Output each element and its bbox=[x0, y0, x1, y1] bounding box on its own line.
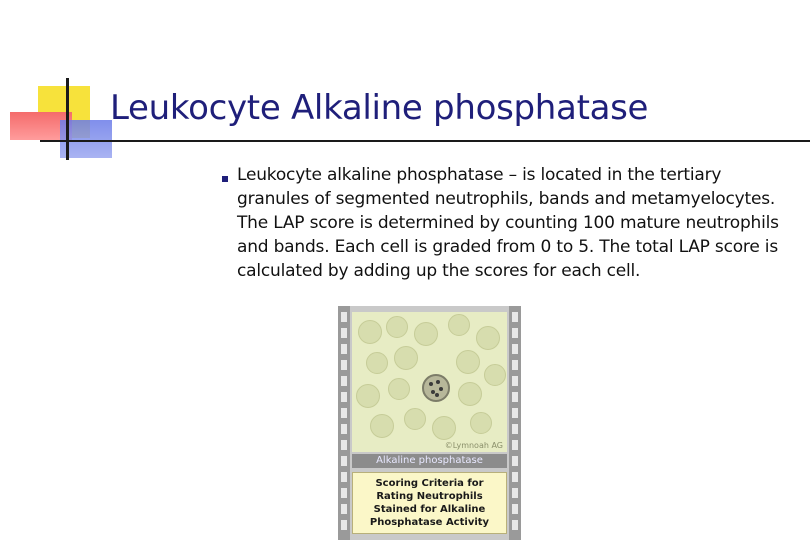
micrograph-image bbox=[352, 312, 507, 452]
rbc-cell bbox=[404, 408, 426, 430]
rbc-cell bbox=[366, 352, 388, 374]
lap-stain-figure bbox=[338, 306, 521, 540]
figure-caption-box bbox=[352, 472, 507, 534]
rbc-cell bbox=[432, 416, 456, 440]
rbc-cell bbox=[476, 326, 500, 350]
logo-vertical-line bbox=[66, 78, 69, 160]
title-underline bbox=[40, 140, 810, 142]
rbc-cell bbox=[386, 316, 408, 338]
bullet-marker-icon bbox=[222, 176, 228, 182]
rbc-cell bbox=[388, 378, 410, 400]
rbc-cell bbox=[448, 314, 470, 336]
rbc-cell bbox=[356, 384, 380, 408]
film-strip-left bbox=[338, 306, 350, 540]
caption-line: Rating Neutrophils bbox=[376, 491, 483, 502]
caption-line: Scoring Criteria for bbox=[375, 478, 484, 489]
rbc-cell bbox=[414, 322, 438, 346]
image-watermark: ©Lymnoah AG bbox=[444, 441, 503, 450]
rbc-cell bbox=[394, 346, 418, 370]
neutrophil-cell bbox=[422, 374, 450, 402]
slide-logo-decoration bbox=[0, 0, 120, 170]
rbc-cell bbox=[484, 364, 506, 386]
rbc-cell bbox=[458, 382, 482, 406]
caption-line: Phosphatase Activity bbox=[369, 517, 490, 528]
caption-line: Stained for Alkaline bbox=[373, 504, 486, 515]
figure-caption-bar: Alkaline phosphatase bbox=[352, 454, 507, 468]
bullet-paragraph: Leukocyte alkaline phosphatase – is located in the tertiary granules of segmented neutrophils, bands and metamyelocytes. The LAP score is determined by counting 100 mature neutrophils and bands. Each cell is graded from 0 to 5. The total LAP score is calculated by adding up the scores for each cell. bbox=[237, 165, 779, 281]
rbc-cell bbox=[456, 350, 480, 374]
rbc-cell bbox=[370, 414, 394, 438]
rbc-cell bbox=[358, 320, 382, 344]
slide-title: Leukocyte Alkaline phosphatase bbox=[110, 88, 649, 128]
film-strip-right bbox=[509, 306, 521, 540]
rbc-cell bbox=[470, 412, 492, 434]
